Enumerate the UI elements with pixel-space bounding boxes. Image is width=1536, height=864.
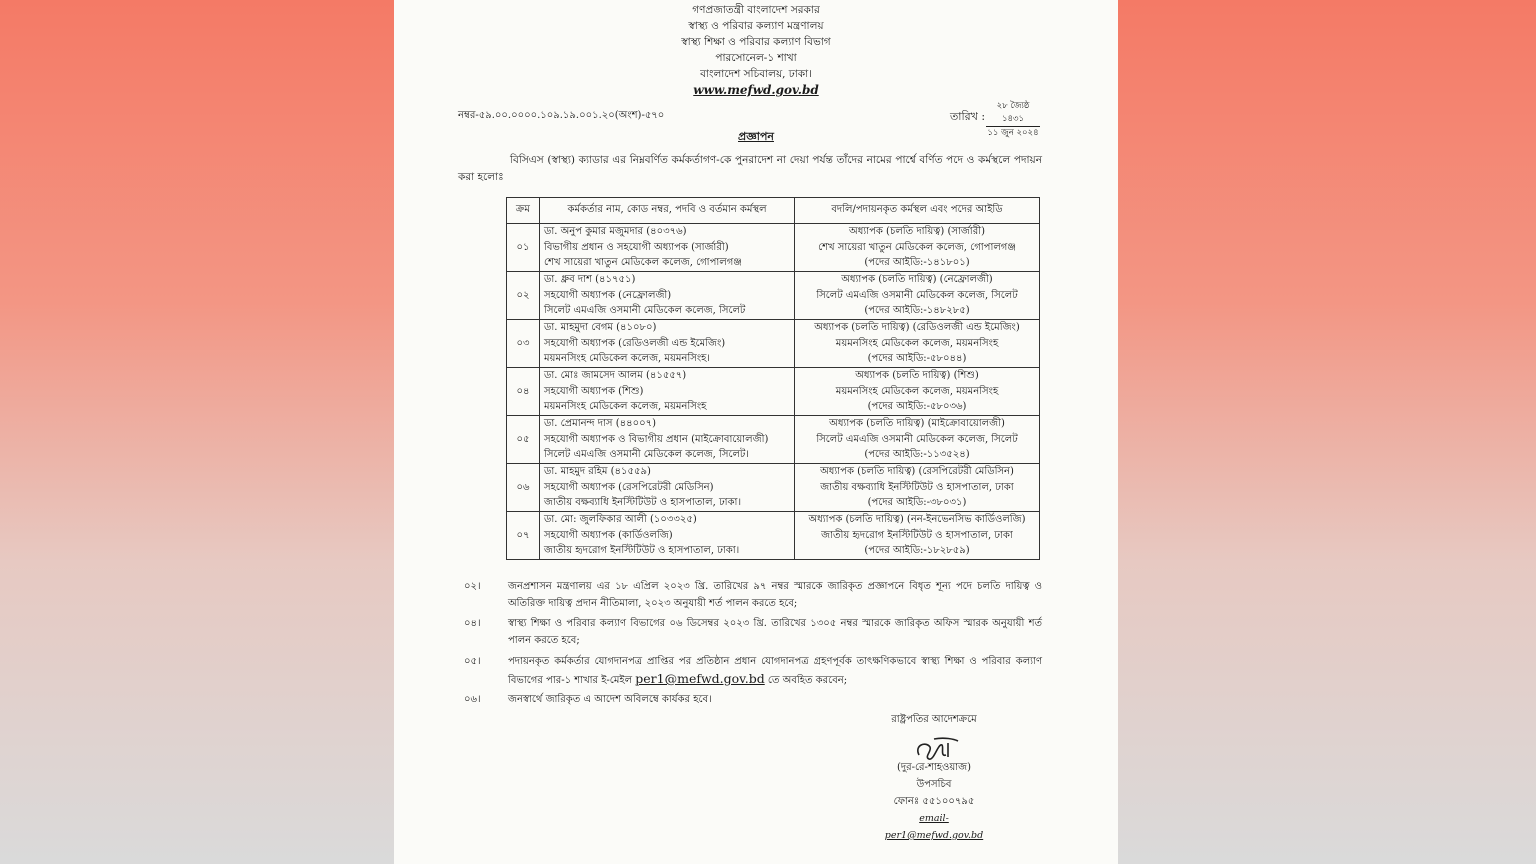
new-workplace: ময়মনসিংহ মেডিকেল কলেজ, ময়মনসিংহ [835,385,999,397]
clause-email-link[interactable]: per1@mefwd.gov.bd [635,671,765,686]
notification-title: প্রজ্ঞাপন [738,130,774,143]
officer-cell [540,464,795,512]
date-gregorian: ১১ জুন ২০২৪ [987,128,1039,138]
post-id: (পদের আইডি:-১৪১৮০১) [864,257,970,269]
new-post: অধ্যাপক (চলতি দায়িত্ব) (রেডিওলজী এন্ড ইমেজিং) [814,322,1020,334]
new-post: অধ্যাপক (চলতি দায়িত্ব) (রেসপিরেটরী মেডিসিন) [820,466,1014,478]
posting-cell [795,224,1040,272]
officer-name: ডা. মোঃ জামসেদ আলম (৪১৫৫৭) [544,370,687,382]
posting-cell [795,464,1040,512]
row-serial: ০৭ [507,512,540,560]
table-row [507,512,1040,560]
clause-text-before: পদায়নকৃত কর্মকর্তার যোগদানপত্র প্রাপ্তির পর প্রতিষ্ঠান প্রধান যোগদানপত্র গ্রহণপূর্বক তাৎক্ষণিকভাবে স্বাস্থ্য শিক্ষা ও পরিবার কল্যাণ বিভাগের পার-১ শাখার ই-মেইল [508,656,1042,686]
intro-paragraph: বিসিএস (স্বাস্থ্য) ক্যাডার এর নিম্নবর্ণিত কর্মকর্তাগণ-কে পুনরাদেশ না দেয়া পর্যন্ত তাঁদের নামের পার্শ্বে বর্ণিত পদে ও কর্মস্থলে পদায়ন করা হলোঃ [458,154,1042,183]
row-serial: ০৪ [507,368,540,416]
table-row [507,464,1040,512]
table-row [507,272,1040,320]
clause-05 [464,653,1042,689]
new-workplace: ময়মনসিংহ মেডিকেল কলেজ, ময়মনসিংহ [835,337,999,349]
officer-workplace: জাতীয় হৃদরোগ ইনস্টিটিউট ও হাসপাতাল, ঢাকা। [544,545,740,557]
posting-cell [795,368,1040,416]
post-id: (পদের আইডি:-১১৩৫২৪) [864,449,970,461]
officer-cell [540,368,795,416]
col-officer-header: কর্মকর্তার নাম, কোড নম্বর, পদবি ও বর্তমান কর্মস্থল [540,198,795,224]
clause-04 [464,615,1042,649]
clause-text [508,653,1042,689]
post-id: (পদের আইডি:-১৮২৮৫৯) [864,545,970,557]
post-id: (পদের আইডি:-১৪৮২৮৫) [864,305,970,317]
officer-designation: বিভাগীয় প্রধান ও সহযোগী অধ্যাপক (সার্জারী) [544,241,729,253]
officer-name: ডা. প্রেমানন্দ দাস (৪৪০০৭) [544,418,656,430]
clause-number: ০৬। [464,694,481,705]
header-line-address: বাংলাদেশ সচিবালয়, ঢাকা। [700,68,812,80]
posting-cell [795,416,1040,464]
new-workplace: শেখ সায়েরা খাতুন মেডিকেল কলেজ, গোপালগঞ্জ [818,241,1016,253]
clause-06 [464,691,1042,708]
officer-designation: সহযোগী অধ্যাপক (নেফ্রোলজী) [544,289,672,301]
row-serial: ০৬ [507,464,540,512]
officer-cell [540,512,795,560]
col-posting-header: বদলি/পদায়নকৃত কর্মস্থল এবং পদের আইডি [795,198,1040,224]
col-serial-header: ক্রম [507,198,540,224]
new-workplace: সিলেট এমএজি ওসমানী মেডিকেল কলেজ, সিলেট [816,433,1018,445]
signature-order-line: রাষ্ট্রপতির আদেশক্রমে [891,714,977,725]
header-line-section: পারসোনেল-১ শাখা [715,52,797,64]
officer-designation: সহযোগী অধ্যাপক (কার্ডিওলজি) [544,529,673,541]
officer-designation: সহযোগী অধ্যাপক (রেডিওলজী এন্ড ইমেজিং) [544,337,726,349]
signer-email-link[interactable]: email-per1@mefwd.gov.bd [884,813,984,841]
posting-table [506,197,1040,560]
clause-02 [464,578,1042,612]
officer-cell [540,272,795,320]
new-post: অধ্যাপক (চলতি দায়িত্ব) (নন-ইনভেনসিভ কার্ডিওলজি) [808,514,1026,526]
date-bengali: ২৮ জ্যৈষ্ঠ ১৪৩১ [996,101,1030,124]
officer-name: ডা. মাহমুদ রহিম (৪১৫৫৯) [544,466,651,478]
officer-cell [540,224,795,272]
clause-text: জনস্বার্থে জারিকৃত এ আদেশ অবিলম্বে কার্যকর হবে। [508,694,712,705]
posting-cell [795,320,1040,368]
header-website-link[interactable]: www.mefwd.gov.bd [693,83,819,97]
row-serial: ০৫ [507,416,540,464]
officer-name: ডা. ধ্রুব দাশ (৪১৭৫১) [544,274,636,286]
officer-workplace: শেখ সায়েরা খাতুন মেডিকেল কলেজ, গোপালগঞ্জ [544,257,742,269]
officer-name: ডা. মো: জুলফিকার আলী (১০৩৩২৫) [544,514,697,526]
officer-name: ডা. অনুপ কুমার মজুমদার (৪০৩৭৬) [544,226,687,238]
table-row [507,224,1040,272]
table-header-row [507,198,1040,224]
clause-number: ০২। [464,581,481,592]
signer-designation: উপসচিব [916,779,952,790]
post-id: (পদের আইডি:-৩৮০৩১) [867,497,967,509]
new-workplace: জাতীয় বক্ষব্যাধি ইনস্টিটিউট ও হাসপাতাল, ঢাকা [820,481,1014,493]
new-workplace: সিলেট এমএজি ওসমানী মেডিকেল কলেজ, সিলেট [816,289,1018,301]
officer-workplace: ময়মনসিংহ মেডিকেল কলেজ, ময়মনসিংহ। [544,353,710,365]
row-serial: ০১ [507,224,540,272]
clause-text-after: তে অবহিত করবেন; [767,675,848,686]
officer-workplace: ময়মনসিংহ মেডিকেল কলেজ, ময়মনসিংহ [544,401,707,413]
signature-block [874,759,994,844]
table-row [507,368,1040,416]
row-serial: ০২ [507,272,540,320]
memo-number: নম্বর-৫৯.০০.০০০০.১০৯.১৯.০০১.২০(অংশ)-৫৭০ [458,110,665,121]
posting-cell [795,512,1040,560]
new-post: অধ্যাপক (চলতি দায়িত্ব) (মাইক্রোবায়োলজী) [829,418,1005,430]
new-post: অধ্যাপক (চলতি দায়িত্ব) (সার্জারী) [849,226,985,238]
officer-cell [540,416,795,464]
document-page [394,0,1118,864]
header-line-govt: গণপ্রজাতন্ত্রী বাংলাদেশ সরকার [692,4,820,16]
post-id: (পদের আইডি:-৫৮০৪৪) [867,353,967,365]
date-label: তারিখ : [950,110,986,123]
clause-text: স্বাস্থ্য শিক্ষা ও পরিবার কল্যাণ বিভাগের ০৬ ডিসেম্বর ২০২৩ খ্রি. তারিখের ১৩০৫ নম্বর স্মারকে জারিকৃত অফিস স্মারক অনুযায়ী শর্ত পালন করতে হবে; [508,618,1042,646]
letterhead [394,2,1118,98]
post-id: (পদের আইডি:-৫৮০৩৬) [867,401,967,413]
table-body [507,224,1040,560]
officer-cell [540,320,795,368]
officer-workplace: জাতীয় বক্ষব্যাধি ইনস্টিটিউট ও হাসপাতাল, ঢাকা। [544,497,742,509]
clause-number: ০৪। [464,618,481,629]
officer-workplace: সিলেট এমএজি ওসমানী মেডিকেল কলেজ, সিলেট [544,305,746,317]
signer-phone: ফোনঃ ৫৫১০০৭৯৫ [893,796,975,807]
clause-number: ০৫। [464,656,481,667]
clause-text: জনপ্রশাসন মন্ত্রণালয় এর ১৮ এপ্রিল ২০২৩ খ্রি. তারিখের ৯৭ নম্বর স্মারকে জারিকৃত প্রজ্ঞাপনে বিধৃত শূন্য পদে চলতি দায়িত্ব ও অতিরিক্ত দায়িত্ব প্রদান নীতিমালা, ২০২৩ অনুযায়ী শর্ত পালন করতে হবে; [508,581,1042,609]
officer-designation: সহযোগী অধ্যাপক ও বিভাগীয় প্রধান (মাইক্রোবায়োলজী) [544,433,769,445]
header-line-ministry: স্বাস্থ্য ও পরিবার কল্যাণ মন্ত্রণালয় [688,20,824,32]
officer-designation: সহযোগী অধ্যাপক (শিশু) [544,385,644,397]
new-post: অধ্যাপক (চলতি দায়িত্ব) (নেফ্রোলজী) [841,274,993,286]
header-line-division: স্বাস্থ্য শিক্ষা ও পরিবার কল্যাণ বিভাগ [681,36,831,48]
officer-designation: সহযোগী অধ্যাপক (রেসপিরেটরী মেডিসিন) [544,481,714,493]
new-workplace: জাতীয় হৃদরোগ ইনস্টিটিউট ও হাসপাতাল, ঢাকা [821,529,1013,541]
row-serial: ০৩ [507,320,540,368]
new-post: অধ্যাপক (চলতি দায়িত্ব) (শিশু) [855,370,979,382]
officer-name: ডা. মাহমুদা বেগম (৪১০৮০) [544,322,657,334]
table-row [507,416,1040,464]
signer-name: (দুর-রে-শাহওয়াজ) [896,762,972,773]
posting-cell [795,272,1040,320]
officer-workplace: সিলেট এমএজি ওসমানী মেডিকেল কলেজ, সিলেট। [544,449,749,461]
table-row [507,320,1040,368]
